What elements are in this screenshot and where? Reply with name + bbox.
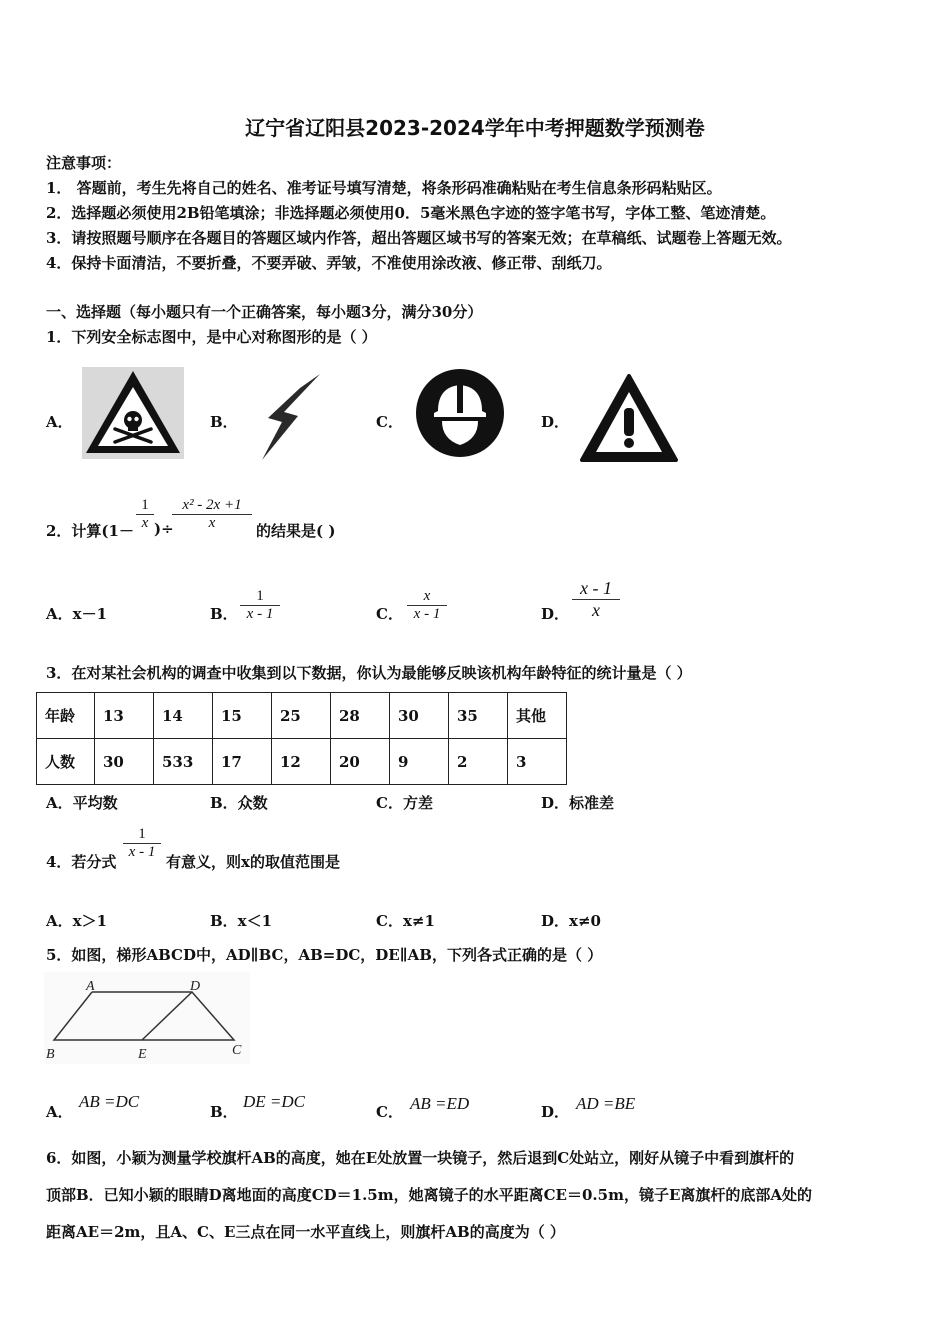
q4-option-c: C．x≠1 [376, 912, 435, 930]
vertex-label-e: E [138, 1047, 147, 1062]
statistics-table [36, 692, 567, 785]
q2-option-b-label: B． [210, 605, 238, 623]
vertex-label-c: C [232, 1043, 242, 1058]
q2-fraction-1-den: x [136, 514, 154, 532]
q5-option-a-label: A． [46, 1103, 73, 1121]
q4-option-b: B．x＜1 [210, 912, 273, 930]
notice-item: 3．请按照题号顺序在各题目的答题区域内作答，超出答题区域书写的答案无效；在草稿纸、试题卷上答题无效。 [46, 229, 792, 247]
q3-option-c: C．方差 [376, 794, 433, 812]
vertex-label-b: B [46, 1047, 55, 1062]
q2-option-b-den: x - 1 [240, 605, 280, 623]
q2-stem-pre: 2．计算(1－ [46, 522, 134, 540]
question-6-line: 距离AE＝2m，且A、C、E三点在同一水平直线上，则旗杆AB的高度为（ ） [46, 1223, 565, 1241]
page-title: 辽宁省辽阳县2023-2024学年中考押题数学预测卷 [245, 116, 705, 140]
table-cell: 533 [154, 739, 213, 785]
trapezoid-figure [44, 972, 250, 1064]
vertex-label-a: A [86, 979, 95, 994]
q2-option-a [46, 603, 107, 624]
q2-fraction-2-den: x [172, 514, 252, 532]
q4-stem-pre: 4．若分式 [46, 853, 117, 871]
question-6-line: 6．如图，小颖为测量学校旗杆AB的高度，她在E处放置一块镜子，然后退到C处站立，刚好从镜子中看到旗杆的 [46, 1149, 795, 1167]
q2-option-b-num: 1 [256, 588, 264, 604]
notice-item: 1． 答题前，考生先将自己的姓名、准考证号填写清楚，将条形码准确粘贴在考生信息条形码粘贴区。 [46, 179, 722, 197]
q2-stem-mid: )÷ [154, 520, 174, 538]
q2-option-a-text: x－1 [72, 605, 108, 623]
q1-option-c-label: C． [376, 413, 403, 431]
table-cell: 年龄 [37, 693, 95, 739]
helmet-icon [414, 367, 506, 459]
q2-option-d-label: D． [541, 605, 570, 623]
q4-fraction-num: 1 [138, 826, 146, 842]
table-cell: 25 [272, 693, 331, 739]
table-row [37, 739, 567, 785]
q2-option-d-num: x - 1 [580, 578, 612, 598]
question-6-line: 顶部B．已知小颖的眼睛D离地面的高度CD＝1.5m，她离镜子的水平距离CE＝0.5m，镜子E离旗杆的底部A处的 [46, 1186, 813, 1204]
q2-option-d-fraction [572, 578, 620, 621]
q2-option-a-label: A． [46, 605, 73, 623]
q3-option-a: A．平均数 [46, 794, 118, 812]
q2-option-d-den: x [572, 599, 620, 621]
q5-option-a-expr: AB =DC [79, 1092, 140, 1111]
table-cell: 13 [95, 693, 154, 739]
q5-option-d-expr: AD =BE [576, 1094, 636, 1113]
q3-option-d: D．标准差 [541, 794, 615, 812]
table-row [37, 693, 567, 739]
table-cell: 17 [213, 739, 272, 785]
poison-skull-icon [82, 367, 184, 459]
table-cell: 9 [390, 739, 449, 785]
q4-stem-post: 有意义，则x的取值范围是 [166, 853, 340, 871]
q3-option-b: B．众数 [210, 794, 268, 812]
q2-fraction-2-num: x² - 2x +1 [182, 497, 242, 513]
table-cell: 15 [213, 693, 272, 739]
q2-fraction-2 [172, 497, 252, 532]
q5-option-b-expr: DE =DC [243, 1092, 305, 1111]
q2-option-c-den: x - 1 [407, 605, 447, 623]
q4-fraction-den: x - 1 [123, 843, 161, 861]
warning-exclamation-icon [578, 372, 680, 464]
q1-option-a-label: A． [46, 413, 73, 431]
q5-option-c-expr: AB =ED [410, 1094, 470, 1113]
table-cell: 3 [508, 739, 567, 785]
q2-fraction-1 [136, 497, 154, 532]
table-cell: 20 [331, 739, 390, 785]
q5-option-b-label: B． [210, 1103, 238, 1121]
q5-option-c-label: C． [376, 1103, 403, 1121]
lightning-bolt-icon [258, 372, 324, 462]
question-3-stem: 3．在对某社会机构的调查中收集到以下数据，你认为最能够反映该机构年龄特征的统计量是（ ） [46, 664, 692, 682]
table-cell: 14 [154, 693, 213, 739]
q4-fraction [123, 826, 161, 861]
q2-option-c-label: C． [376, 605, 403, 623]
section-heading: 一、选择题（每小题只有一个正确答案，每小题3分，满分30分） [46, 303, 483, 321]
notice-item: 4．保持卡面清洁，不要折叠，不要弄破、弄皱，不准使用涂改液、修正带、刮纸刀。 [46, 254, 612, 272]
q2-stem-post: 的结果是( ) [256, 522, 336, 540]
table-cell: 30 [95, 739, 154, 785]
q4-option-a: A．x＞1 [46, 912, 108, 930]
table-cell: 30 [390, 693, 449, 739]
q1-option-b-label: B． [210, 413, 238, 431]
q2-option-b-fraction [240, 588, 280, 623]
q2-option-c-fraction [407, 588, 447, 623]
vertex-label-d: D [190, 979, 201, 994]
table-cell: 2 [449, 739, 508, 785]
notice-heading: 注意事项： [46, 154, 122, 172]
table-cell: 28 [331, 693, 390, 739]
table-cell: 人数 [37, 739, 95, 785]
q4-option-d: D．x≠0 [541, 912, 601, 930]
q5-option-d-label: D． [541, 1103, 570, 1121]
question-5-stem: 5．如图，梯形ABCD中，AD∥BC，AB=DC，DE∥AB，下列各式正确的是（ ） [46, 946, 603, 964]
q2-option-c-num: x [423, 588, 431, 604]
q2-fraction-1-num: 1 [141, 497, 149, 513]
question-1-stem: 1．下列安全标志图中，是中心对称图形的是（ ） [46, 328, 377, 346]
notice-item: 2．选择题必须使用2B铅笔填涂；非选择题必须使用0．5毫米黑色字迹的签字笔书写，字体工整、笔迹清楚。 [46, 204, 776, 222]
table-cell: 35 [449, 693, 508, 739]
table-cell: 12 [272, 739, 331, 785]
q1-option-d-label: D． [541, 413, 570, 431]
table-cell: 其他 [508, 693, 567, 739]
